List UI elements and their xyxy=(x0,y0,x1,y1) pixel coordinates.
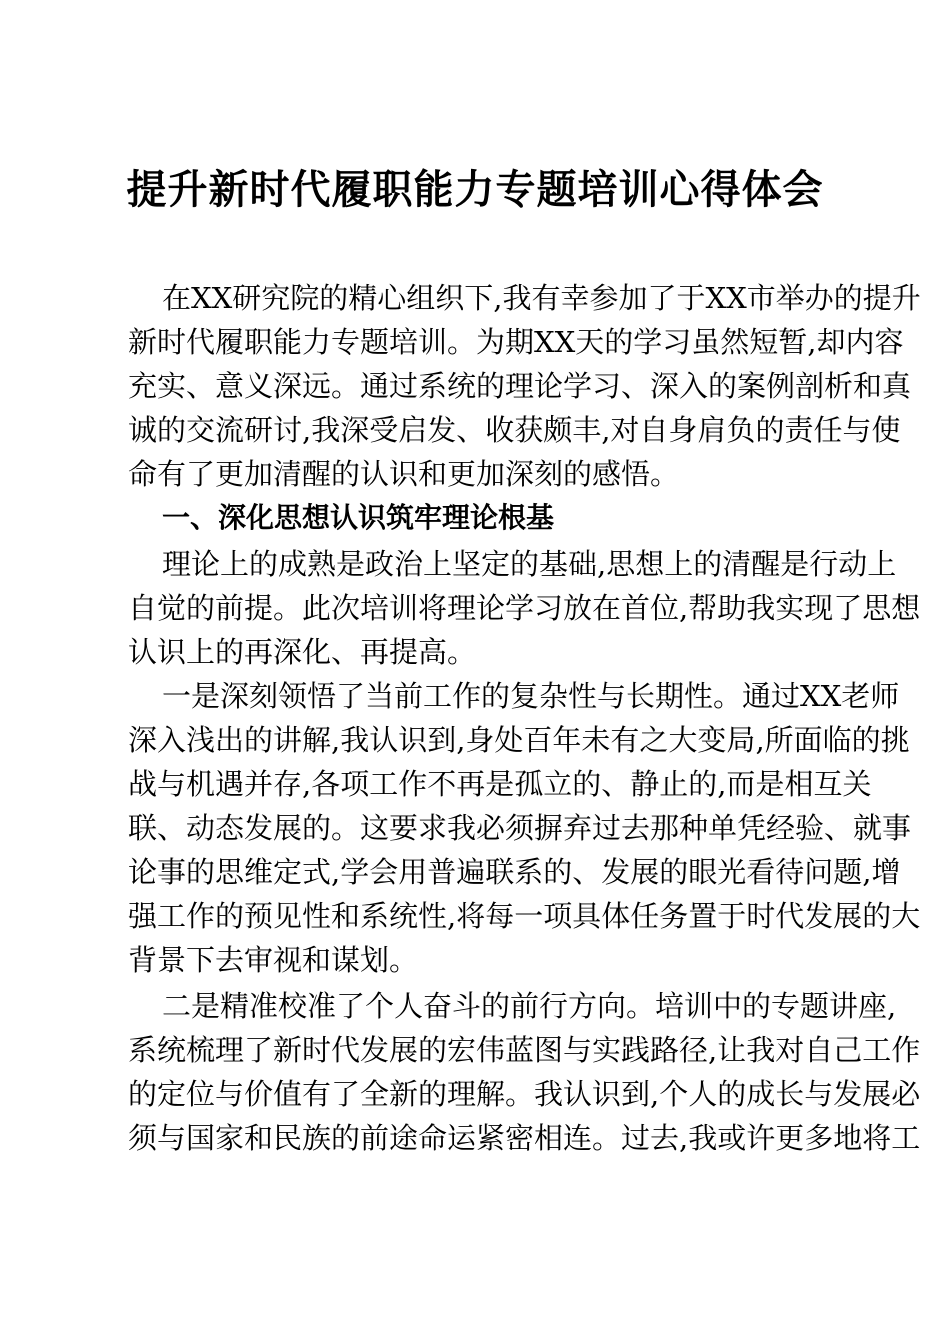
paragraph xyxy=(128,542,921,674)
text-line: 战与机遇并存,各项工作不再是孤立的、静止的,而是相互关 xyxy=(128,767,872,801)
paragraph xyxy=(128,674,921,982)
document-title: 提升新时代履职能力专题培训心得体会 xyxy=(126,166,824,213)
text-line: 背景下去审视和谋划。 xyxy=(128,943,419,977)
text-line: 理论上的成熟是政治上坚定的基础,思想上的清醒是行动上 xyxy=(162,547,897,581)
section-heading: 一、深化思想认识筑牢理论根基 xyxy=(162,501,555,534)
text-line: 二是精准校准了个人奋斗的前行方向。培训中的专题讲座, xyxy=(162,989,897,1023)
text-line: 命有了更加清醒的认识和更加深刻的感悟。 xyxy=(128,457,680,491)
paragraph xyxy=(128,984,921,1160)
text-line: 须与国家和民族的前途命运紧密相连。过去,我或许更多地将工 xyxy=(128,1121,921,1155)
text-line: 充实、意义深远。通过系统的理论学习、深入的案例剖析和真 xyxy=(128,369,912,403)
text-line: 深入浅出的讲解,我认识到,身处百年未有之大变局,所面临的挑 xyxy=(128,723,910,757)
text-line: 新时代履职能力专题培训。为期XX天的学习虽然短暂,却内容 xyxy=(128,325,904,359)
text-line: 一是深刻领悟了当前工作的复杂性与长期性。通过XX老师 xyxy=(162,679,900,713)
text-line: 联、动态发展的。这要求我必须摒弃过去那种单凭经验、就事 xyxy=(128,811,912,845)
text-line: 系统梳理了新时代发展的宏伟蓝图与实践路径,让我对自己工作 xyxy=(128,1033,921,1067)
text-line: 在XX研究院的精心组织下,我有幸参加了于XX市举办的提升 xyxy=(162,281,921,315)
document-body xyxy=(128,276,921,1160)
text-line: 强工作的预见性和系统性,将每一项具体任务置于时代发展的大 xyxy=(128,899,921,933)
text-line: 诚的交流研讨,我深受启发、收获颇丰,对自身肩负的责任与使 xyxy=(128,413,901,447)
intro-paragraph xyxy=(128,276,921,496)
text-line: 自觉的前提。此次培训将理论学习放在首位,帮助我实现了思想 xyxy=(128,591,921,625)
text-line: 的定位与价值有了全新的理解。我认识到,个人的成长与发展必 xyxy=(128,1077,921,1111)
text-line: 认识上的再深化、再提高。 xyxy=(128,635,477,669)
text-line: 论事的思维定式,学会用普遍联系的、发展的眼光看待问题,增 xyxy=(128,855,901,889)
